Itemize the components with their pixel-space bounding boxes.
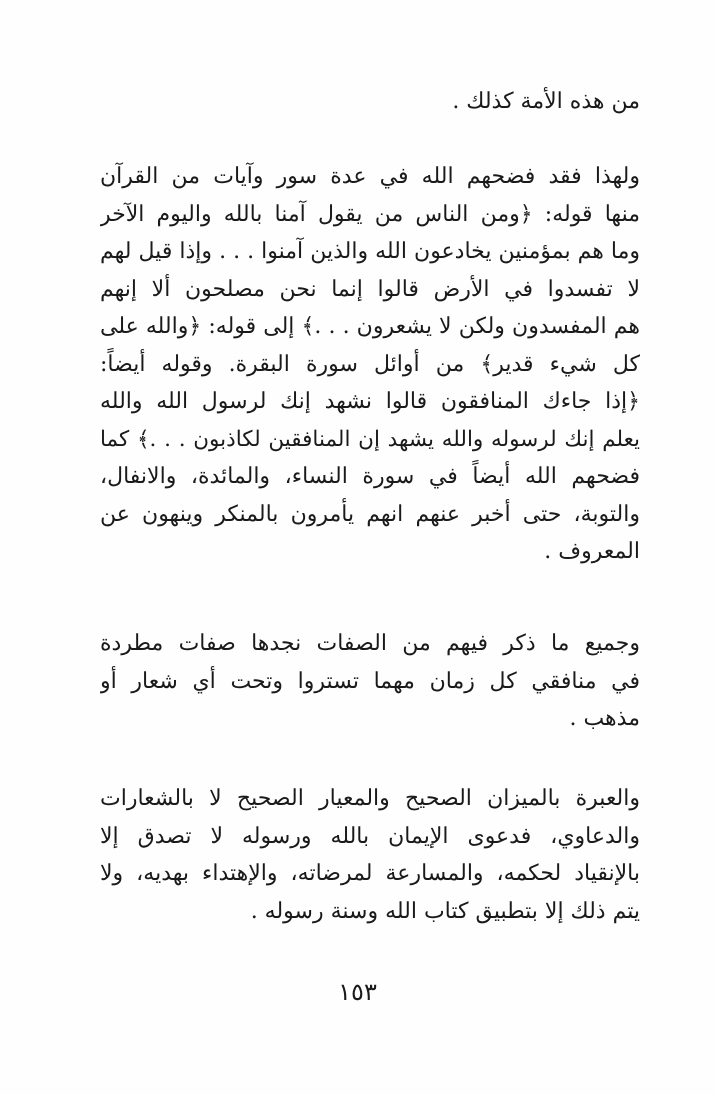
text-line: والدعاوي، فدعوى الإيمان بالله ورسوله لا تصدق إلا <box>100 823 640 849</box>
text-line: ولهذا فقد فضحهم الله في عدة سور وآيات من القرآن <box>100 164 640 189</box>
paragraph-intro-tail <box>100 83 640 121</box>
text-line: والتوبة، حتى أخبر عنهم انهم يأمرون بالمنكر وينهون عن <box>100 501 640 527</box>
text-line: وما هم بمؤمنين يخادعون الله والذين آمنوا . . . وإذا قيل لهم <box>100 239 640 264</box>
text-line: في منافقي كل زمان مهما تستروا وتحت أي شعار أو <box>100 668 640 694</box>
text-line: والعبرة بالميزان الصحيح والمعيار الصحيح لا بالشعارات <box>100 786 640 811</box>
text-line: فضحهم الله أيضاً في سورة النساء، والمائدة، والانفال، <box>100 464 640 489</box>
text-line: يتم ذلك إلا بتطبيق كتاب الله وسنة رسوله . <box>250 898 640 924</box>
text-line: يعلم إنك لرسوله والله يشهد إن المنافقين لكاذبون . . .﴾ كما <box>100 426 640 452</box>
page-number: ١٥٣ <box>338 978 377 1006</box>
text-line: ﴿إذا جاءك المنافقون قالوا نشهد إنك لرسول الله والله <box>100 389 640 414</box>
paragraph-criterion <box>100 780 640 930</box>
paragraph-exposure <box>100 158 640 571</box>
text-line: كل شيء قدير﴾ من أوائل سورة البقرة. وقوله أيضاً: <box>100 351 640 377</box>
text-line: لا تفسدوا في الأرض قالوا إنما نحن مصلحون ألا إنهم <box>100 276 640 302</box>
text-line: بالإنقياد لحكمه، والمسارعة لمرضاته، والإهتداء بهديه، ولا <box>100 861 640 886</box>
text-line: هم المفسدون ولكن لا يشعرون . . .﴾ إلى قوله: ﴿والله على <box>100 314 640 339</box>
text-line: وجميع ما ذكر فيهم من الصفات نجدها صفات مطردة <box>100 631 640 656</box>
text-line: منها قوله: ﴿ومن الناس من يقول آمنا بالله واليوم الآخر <box>100 201 640 227</box>
text-line: من هذه الأمة كذلك . <box>452 89 640 114</box>
paragraph-attributes <box>100 625 640 738</box>
text-line: المعروف . <box>544 539 640 564</box>
text-line: مذهب . <box>569 706 640 731</box>
